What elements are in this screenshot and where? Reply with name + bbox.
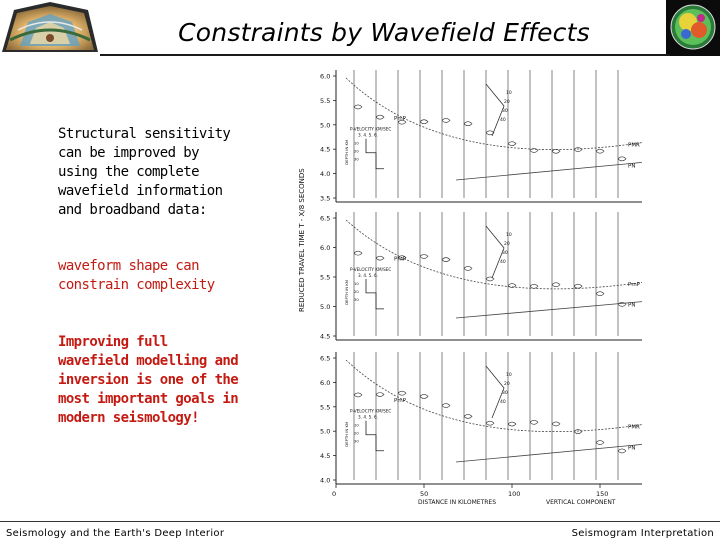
seismic-trace [398, 70, 406, 198]
ray-angle-label: 40 [500, 400, 506, 405]
y-tick-label: 5.0 [320, 121, 331, 130]
seismic-trace [596, 212, 604, 336]
inset-depth-tick: 30 [354, 438, 359, 444]
inset-depth-tick: 20 [354, 148, 359, 154]
footer-course-title: Seismology and the Earth's Deep Interior [6, 528, 225, 539]
seismic-trace [618, 352, 626, 480]
footer-section-title: Seismogram Interpretation [571, 528, 714, 539]
waveform-note: waveform shape can constrain complexity [58, 258, 215, 293]
ray-angle-label: 40 [500, 260, 506, 265]
y-tick-label: 5.5 [320, 403, 331, 412]
slide-header [0, 0, 720, 56]
phase-label: PMR [628, 142, 640, 149]
x-tick-label: 150 [596, 490, 609, 498]
seismic-trace [574, 352, 582, 480]
seismic-trace [596, 352, 604, 480]
seismic-trace [530, 352, 538, 480]
ray-angle-label: 30 [502, 109, 508, 114]
ray-angle-label: 40 [500, 118, 506, 123]
seismic-trace [420, 352, 428, 480]
inset-depth-label: DEPTH IN KM [344, 279, 349, 305]
ray-angle-label: 20 [504, 242, 510, 247]
y-tick-label: 6.0 [320, 378, 331, 387]
ray-angle-label: 10 [506, 373, 512, 378]
earth-cross-section-logo-icon [0, 0, 100, 56]
velocity-profile [366, 421, 384, 451]
footer-divider [0, 521, 720, 522]
ray-angle-label: 30 [502, 251, 508, 256]
inset-depth-tick: 30 [354, 156, 359, 162]
seismic-trace [574, 212, 582, 336]
phase-label: PN [628, 163, 636, 170]
seismic-trace [530, 212, 538, 336]
reflection-curve [346, 360, 642, 432]
seismogram-record-section-figure [296, 62, 662, 522]
ray-angle-label: 10 [506, 91, 512, 96]
y-tick-label: 5.5 [320, 273, 331, 282]
inset-velocity-scale: 3. 4. 5. 6. [358, 414, 378, 420]
inset-depth-tick: 10 [354, 140, 359, 146]
inset-depth-tick: 30 [354, 296, 359, 302]
y-tick-label: 6.5 [320, 354, 331, 363]
seismic-trace [618, 212, 626, 336]
ray-angle-label: 20 [504, 382, 510, 387]
inset-title: P-VELOCITY KM/SEC [350, 266, 392, 272]
phase-label: PmP [394, 116, 406, 123]
seismic-trace [508, 212, 516, 336]
seismic-trace [420, 70, 428, 198]
refraction-curve [456, 162, 642, 180]
phase-label: PmP [394, 398, 406, 405]
y-tick-label: 5.0 [320, 303, 331, 311]
velocity-profile [366, 139, 384, 169]
y-tick-label: 6.0 [320, 72, 331, 81]
seismic-trace [552, 70, 560, 198]
tomography-globe-logo-icon [666, 0, 720, 56]
y-tick-label: 6.5 [320, 214, 331, 223]
inset-depth-tick: 20 [354, 430, 359, 436]
seismic-trace [596, 70, 604, 198]
x-tick-label: 100 [508, 490, 521, 498]
intro-paragraph: Structural sensitivity can be improved by using the complete wavefield information and broadband data: [58, 126, 231, 218]
y-tick-label: 3.5 [320, 194, 331, 203]
refraction-curve [456, 302, 642, 318]
y-tick-label: 4.5 [320, 452, 331, 461]
seismic-trace [420, 212, 428, 336]
refraction-curve [456, 444, 642, 462]
phase-label: PmP [628, 282, 640, 289]
y-tick-label: 4.0 [320, 476, 331, 485]
inset-depth-tick: 20 [354, 288, 359, 294]
ray-angle-label: 10 [506, 233, 512, 238]
inset-depth-tick: 10 [354, 422, 359, 428]
phase-label: PN [628, 445, 636, 452]
y-tick-label: 5.5 [320, 96, 331, 105]
seismic-trace [574, 70, 582, 198]
goal-statement: Improving full wavefield modelling and inversion is one of the most important goals in modern seismology! [58, 334, 239, 426]
phase-label: PMR [628, 424, 640, 431]
seismic-trace [508, 70, 516, 198]
seismic-trace [552, 212, 560, 336]
phase-label: PmP [394, 256, 406, 263]
y-tick-label: 4.5 [320, 145, 331, 154]
y-tick-label: 4.0 [320, 170, 331, 179]
seismic-trace [618, 70, 626, 198]
inset-title: P-VELOCITY KM/SEC [350, 126, 392, 132]
reflection-curve [346, 78, 642, 150]
x-tick-label: 50 [420, 490, 429, 498]
seismic-trace [398, 212, 406, 336]
inset-depth-tick: 10 [354, 280, 359, 286]
inset-depth-label: DEPTH IN KM [344, 421, 349, 447]
ray-angle-label: 20 [504, 100, 510, 105]
seismic-trace [552, 352, 560, 480]
inset-depth-label: DEPTH IN KM [344, 139, 349, 165]
inset-velocity-scale: 3. 4. 5. 6. [358, 132, 378, 138]
y-tick-label: 6.0 [320, 244, 331, 252]
seismic-trace [398, 352, 406, 480]
inset-title: P-VELOCITY KM/SEC [350, 408, 392, 414]
velocity-profile [366, 279, 384, 309]
x-axis-label: DISTANCE IN KILOMETRES [418, 499, 496, 506]
y-tick-label: 4.5 [320, 332, 331, 341]
y-axis-label: REDUCED TRAVEL TIME T - X/8 SECONDS [298, 168, 306, 312]
y-tick-label: 5.0 [320, 427, 331, 436]
seismic-trace [530, 70, 538, 198]
ray-angle-label: 30 [502, 391, 508, 396]
page-title: Constraints by Wavefield Effects [178, 18, 590, 47]
x-tick-label: 0 [332, 490, 337, 498]
component-label: VERTICAL COMPONENT [546, 499, 616, 506]
header-divider [100, 54, 670, 56]
phase-label: PN [628, 302, 636, 309]
seismic-trace [508, 352, 516, 480]
inset-velocity-scale: 3. 4. 5. 6. [358, 272, 378, 278]
